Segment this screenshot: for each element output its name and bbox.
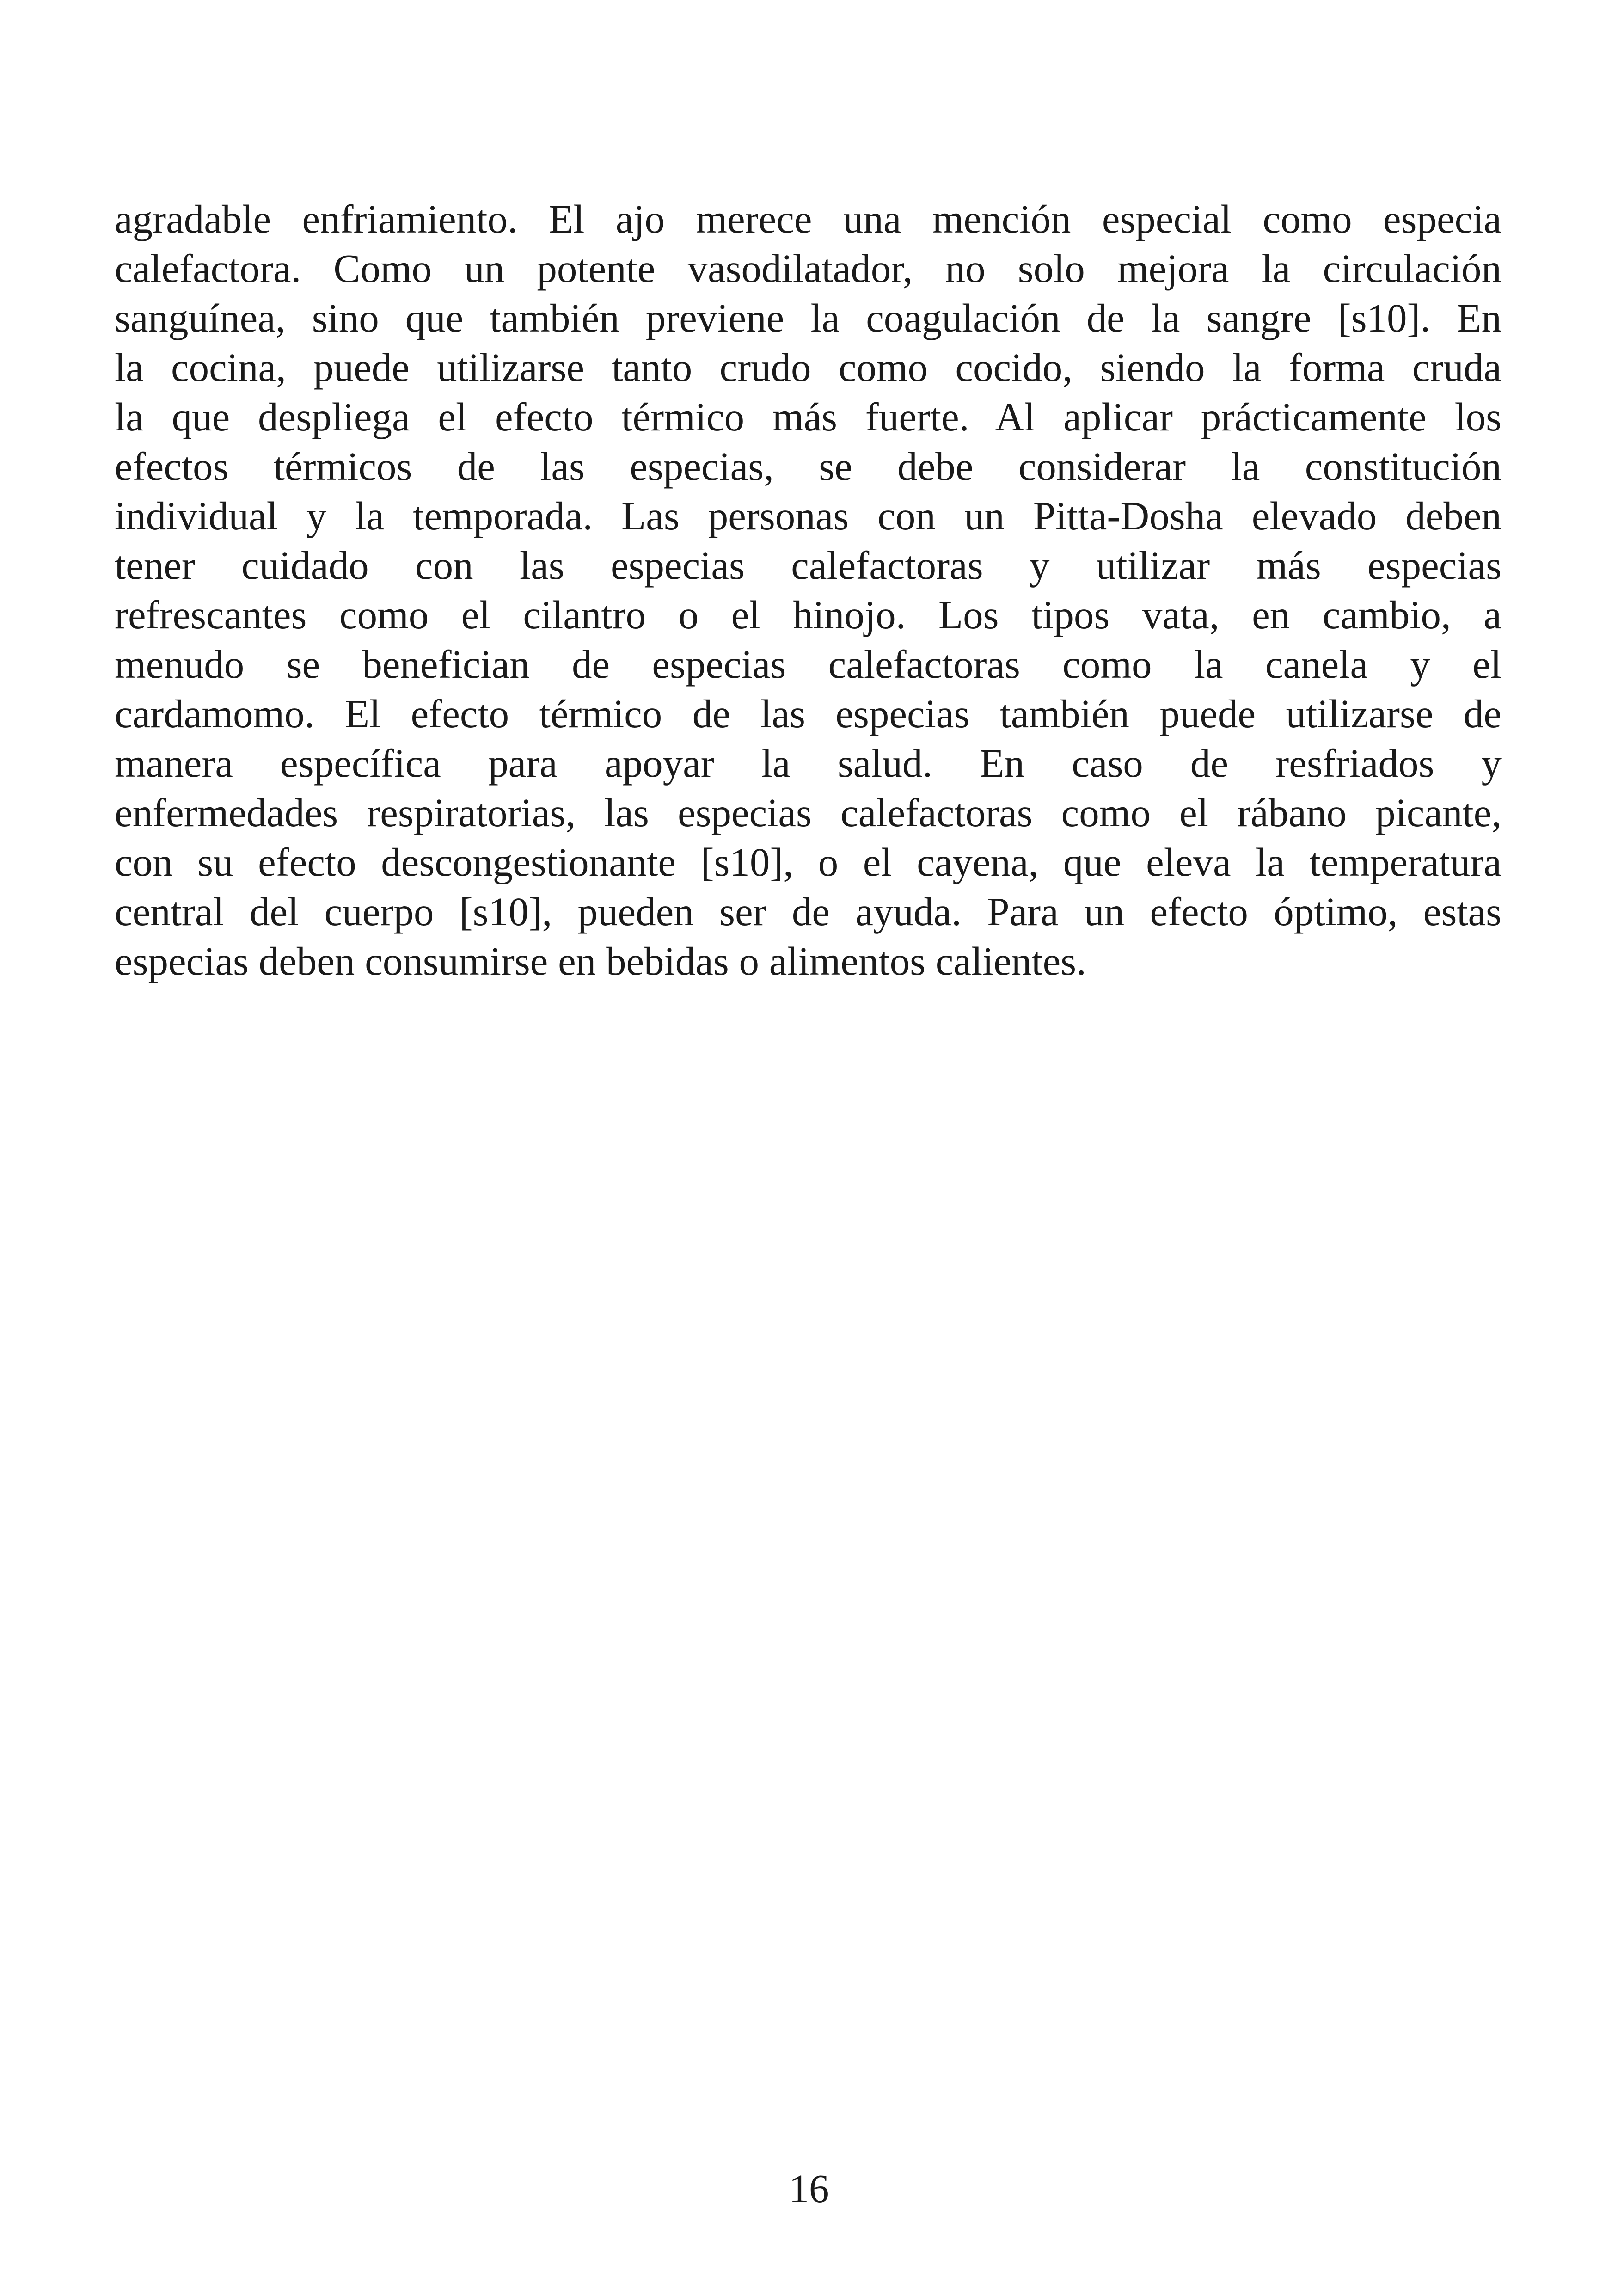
paragraph-line: central del cuerpo [s10], pueden ser de ayuda. Para un efecto óptimo, estas xyxy=(115,889,1502,934)
paragraph-line: enfermedades respiratorias, las especias calefactoras como el rábano picante, xyxy=(115,790,1502,835)
paragraph-line: la cocina, puede utilizarse tanto crudo como cocido, siendo la forma cruda xyxy=(115,345,1502,390)
paragraph-line: con su efecto descongestionante [s10], o el cayena, que eleva la temperatura xyxy=(115,840,1502,884)
paragraph-line: tener cuidado con las especias calefactoras y utilizar más especias xyxy=(115,543,1502,588)
paragraph-line: efectos térmicos de las especias, se debe considerar la constitución xyxy=(115,444,1502,489)
paragraph-line: especias deben consumirse en bebidas o alimentos calientes. xyxy=(115,939,1086,983)
paragraph-line: individual y la temporada. Las personas con un Pitta-Dosha elevado deben xyxy=(115,493,1502,538)
paragraph-line: agradable enfriamiento. El ajo merece una mención especial como especia xyxy=(115,196,1502,241)
paragraph-line: cardamomo. El efecto térmico de las especias también puede utilizarse de xyxy=(115,691,1502,736)
paragraph-line: sanguínea, sino que también previene la coagulación de la sangre [s10]. En xyxy=(115,295,1502,340)
paragraph-line: manera específica para apoyar la salud. En caso de resfriados y xyxy=(115,741,1502,786)
paragraph-line: la que despliega el efecto térmico más fuerte. Al aplicar prácticamente los xyxy=(115,394,1502,439)
paragraph-line: menudo se benefician de especias calefactoras como la canela y el xyxy=(115,642,1502,687)
page-number: 16 xyxy=(789,2166,829,2211)
body-paragraph xyxy=(115,194,1502,986)
paragraph-line: calefactora. Como un potente vasodilatador, no solo mejora la circulación xyxy=(115,246,1502,291)
paragraph-line: refrescantes como el cilantro o el hinojo. Los tipos vata, en cambio, a xyxy=(115,592,1502,637)
